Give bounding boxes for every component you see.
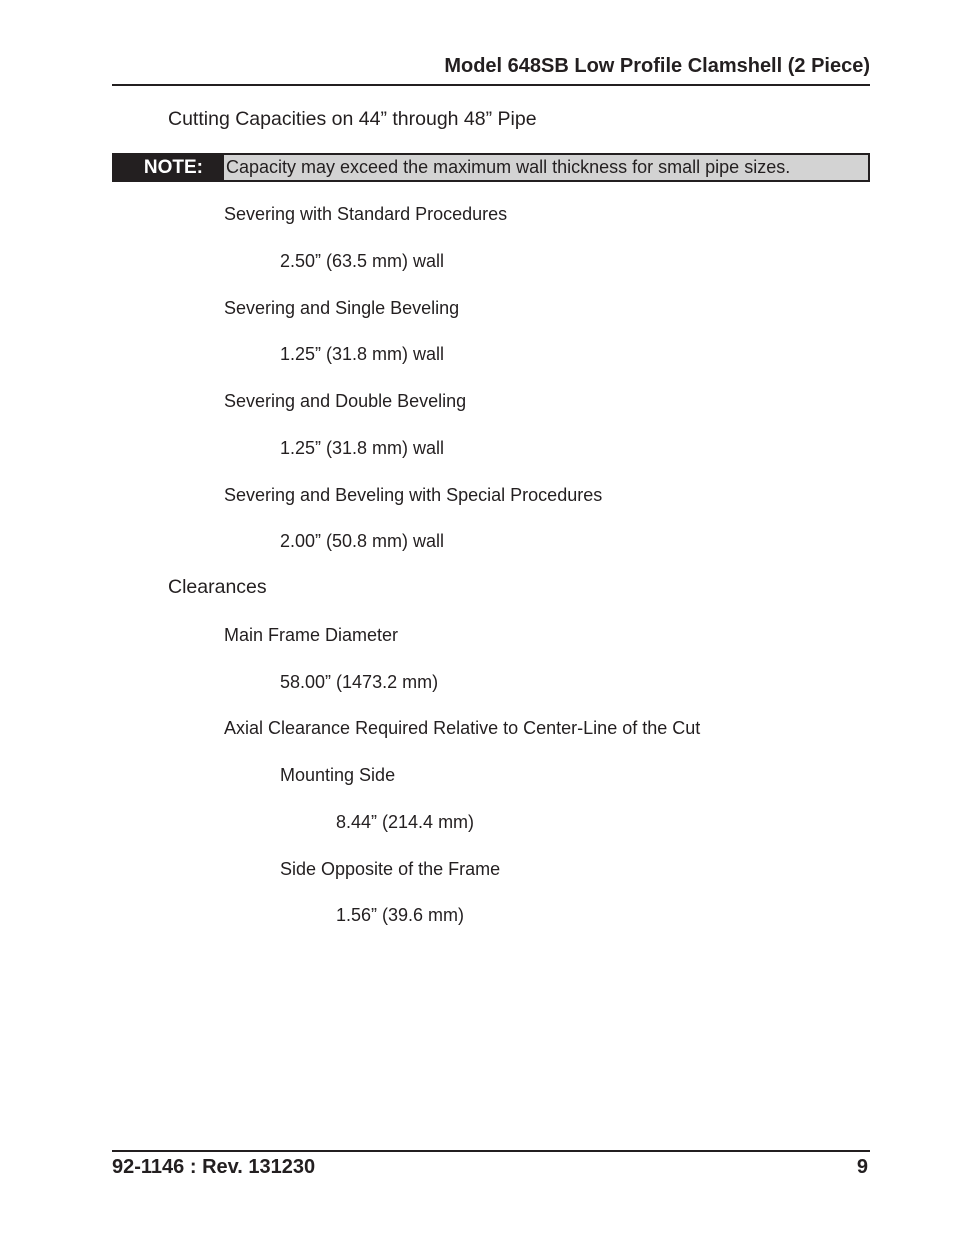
mounting-side-label: Mounting Side bbox=[280, 765, 396, 785]
page-header-title: Model 648SB Low Profile Clamshell (2 Piece) bbox=[444, 55, 870, 77]
note-label: NOTE: bbox=[112, 153, 222, 182]
note-text: Capacity may exceed the maximum wall thickness for small pipe sizes. bbox=[222, 153, 870, 182]
double-beveling-value: 1.25” (31.8 mm) wall bbox=[280, 438, 445, 458]
opposite-side-label: Side Opposite of the Frame bbox=[280, 859, 501, 879]
footer-divider bbox=[112, 1150, 870, 1152]
opposite-side-value: 1.56” (39.6 mm) bbox=[336, 905, 465, 925]
main-frame-diameter-value: 58.00” (1473.2 mm) bbox=[280, 672, 439, 692]
standard-severing-value: 2.50” (63.5 mm) wall bbox=[280, 251, 445, 271]
axial-clearance-label: Axial Clearance Required Relative to Center-Line of the Cut bbox=[224, 718, 701, 738]
single-beveling-label: Severing and Single Beveling bbox=[224, 298, 460, 318]
double-beveling-label: Severing and Double Beveling bbox=[224, 391, 467, 411]
note-box bbox=[112, 153, 870, 182]
special-procedures-value: 2.00” (50.8 mm) wall bbox=[280, 531, 445, 551]
document-revision: 92-1146 : Rev. 131230 bbox=[112, 1156, 316, 1178]
special-procedures-label: Severing and Beveling with Special Procedures bbox=[224, 485, 603, 505]
page-number: 9 bbox=[856, 1156, 868, 1178]
single-beveling-value: 1.25” (31.8 mm) wall bbox=[280, 344, 445, 364]
main-frame-diameter-label: Main Frame Diameter bbox=[224, 625, 399, 645]
standard-severing-label: Severing with Standard Procedures bbox=[224, 204, 508, 224]
cutting-capacities-heading: Cutting Capacities on 44” through 48” Pipe bbox=[168, 108, 537, 130]
clearances-heading: Clearances bbox=[168, 576, 267, 598]
header-divider bbox=[112, 84, 870, 86]
mounting-side-value: 8.44” (214.4 mm) bbox=[336, 812, 475, 832]
